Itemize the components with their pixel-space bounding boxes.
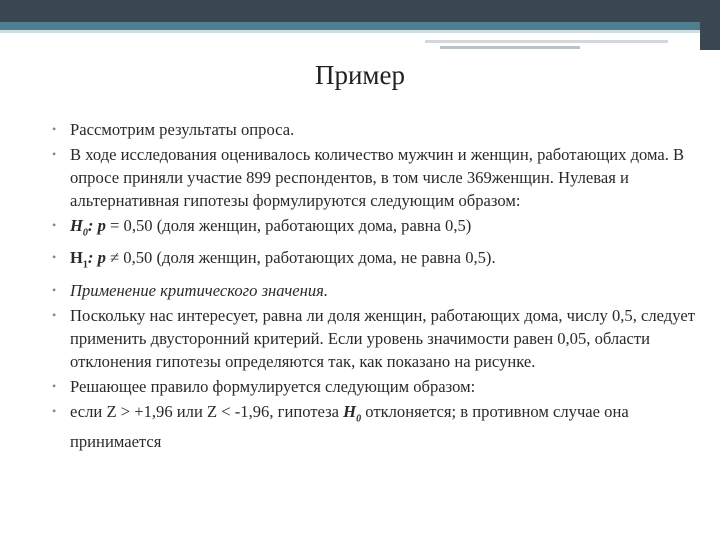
- bullet-item: [44, 400, 708, 453]
- bullet-item: [44, 214, 708, 244]
- bullet-text: Рассмотрим результаты опроса.: [70, 120, 295, 139]
- bullet-dot: •: [52, 147, 57, 161]
- bullet-item: [44, 143, 708, 212]
- corner-decor: [700, 0, 720, 50]
- top-decor-band: [0, 0, 720, 24]
- hypothesis-text: ≠ 0,50 (доля женщин, работающих дома, не равна 0,5).: [105, 248, 496, 268]
- title-decor-line: [425, 40, 668, 43]
- bullet-dot: •: [52, 403, 57, 418]
- hypothesis-text: = 0,50 (доля женщин, работающих дома, равна 0,5): [105, 216, 472, 235]
- hypothesis-param: p: [97, 248, 106, 268]
- bullet-text: если Z > +1,96 или Z < -1,96, гипотеза: [70, 401, 344, 421]
- bullet-dot: •: [52, 122, 57, 136]
- slide-body: [44, 118, 708, 455]
- hypothesis-param: p: [97, 216, 106, 235]
- bullet-text: Поскольку нас интересует, равна ли доля женщин, работающих дома, числу 0,5, следует применить двусторонний критерий. Если уровень значимости равен 0,05, области отклонения гипотезы определяются так, как показано на рисунке.: [70, 305, 695, 371]
- hypothesis-symbol: $H_0$: [343, 401, 362, 424]
- bullet-item: [44, 118, 708, 141]
- top-decor-stripe: [0, 22, 720, 30]
- hypothesis-sep: :: [87, 248, 98, 268]
- bullet-dot: •: [52, 218, 57, 232]
- hypothesis-sep: :: [87, 216, 98, 235]
- bullet-text: В ходе исследования оценивалось количество мужчин и женщин, работающих дома. В опросе приняли участие 899 респондентов, в том числе 369женщин. Нулевая и альтернативная гипотезы формулируются следующим образом:: [70, 145, 685, 210]
- hypothesis-symbol: $H_1$: [70, 248, 88, 271]
- bullet-dot: •: [52, 282, 57, 297]
- top-decor-line: [0, 30, 720, 33]
- bullet-item: [44, 375, 708, 398]
- slide-title: Пример: [314, 60, 406, 90]
- title-decor-line-short: [440, 46, 580, 49]
- bullet-dot: •: [52, 250, 57, 265]
- bullet-dot: •: [52, 307, 57, 322]
- bullet-item: [44, 246, 708, 276]
- bullet-dot: •: [52, 378, 57, 393]
- bullet-text: Применение критического значения.: [70, 280, 329, 300]
- bullet-text-end: отклоняется; в противном случае она принимается: [70, 401, 629, 451]
- hypothesis-symbol: $H_0$: [70, 216, 88, 239]
- bullet-text: Решающее правило формулируется следующим образом:: [70, 376, 476, 396]
- bullet-item: [44, 304, 708, 373]
- bullet-item: [44, 279, 708, 302]
